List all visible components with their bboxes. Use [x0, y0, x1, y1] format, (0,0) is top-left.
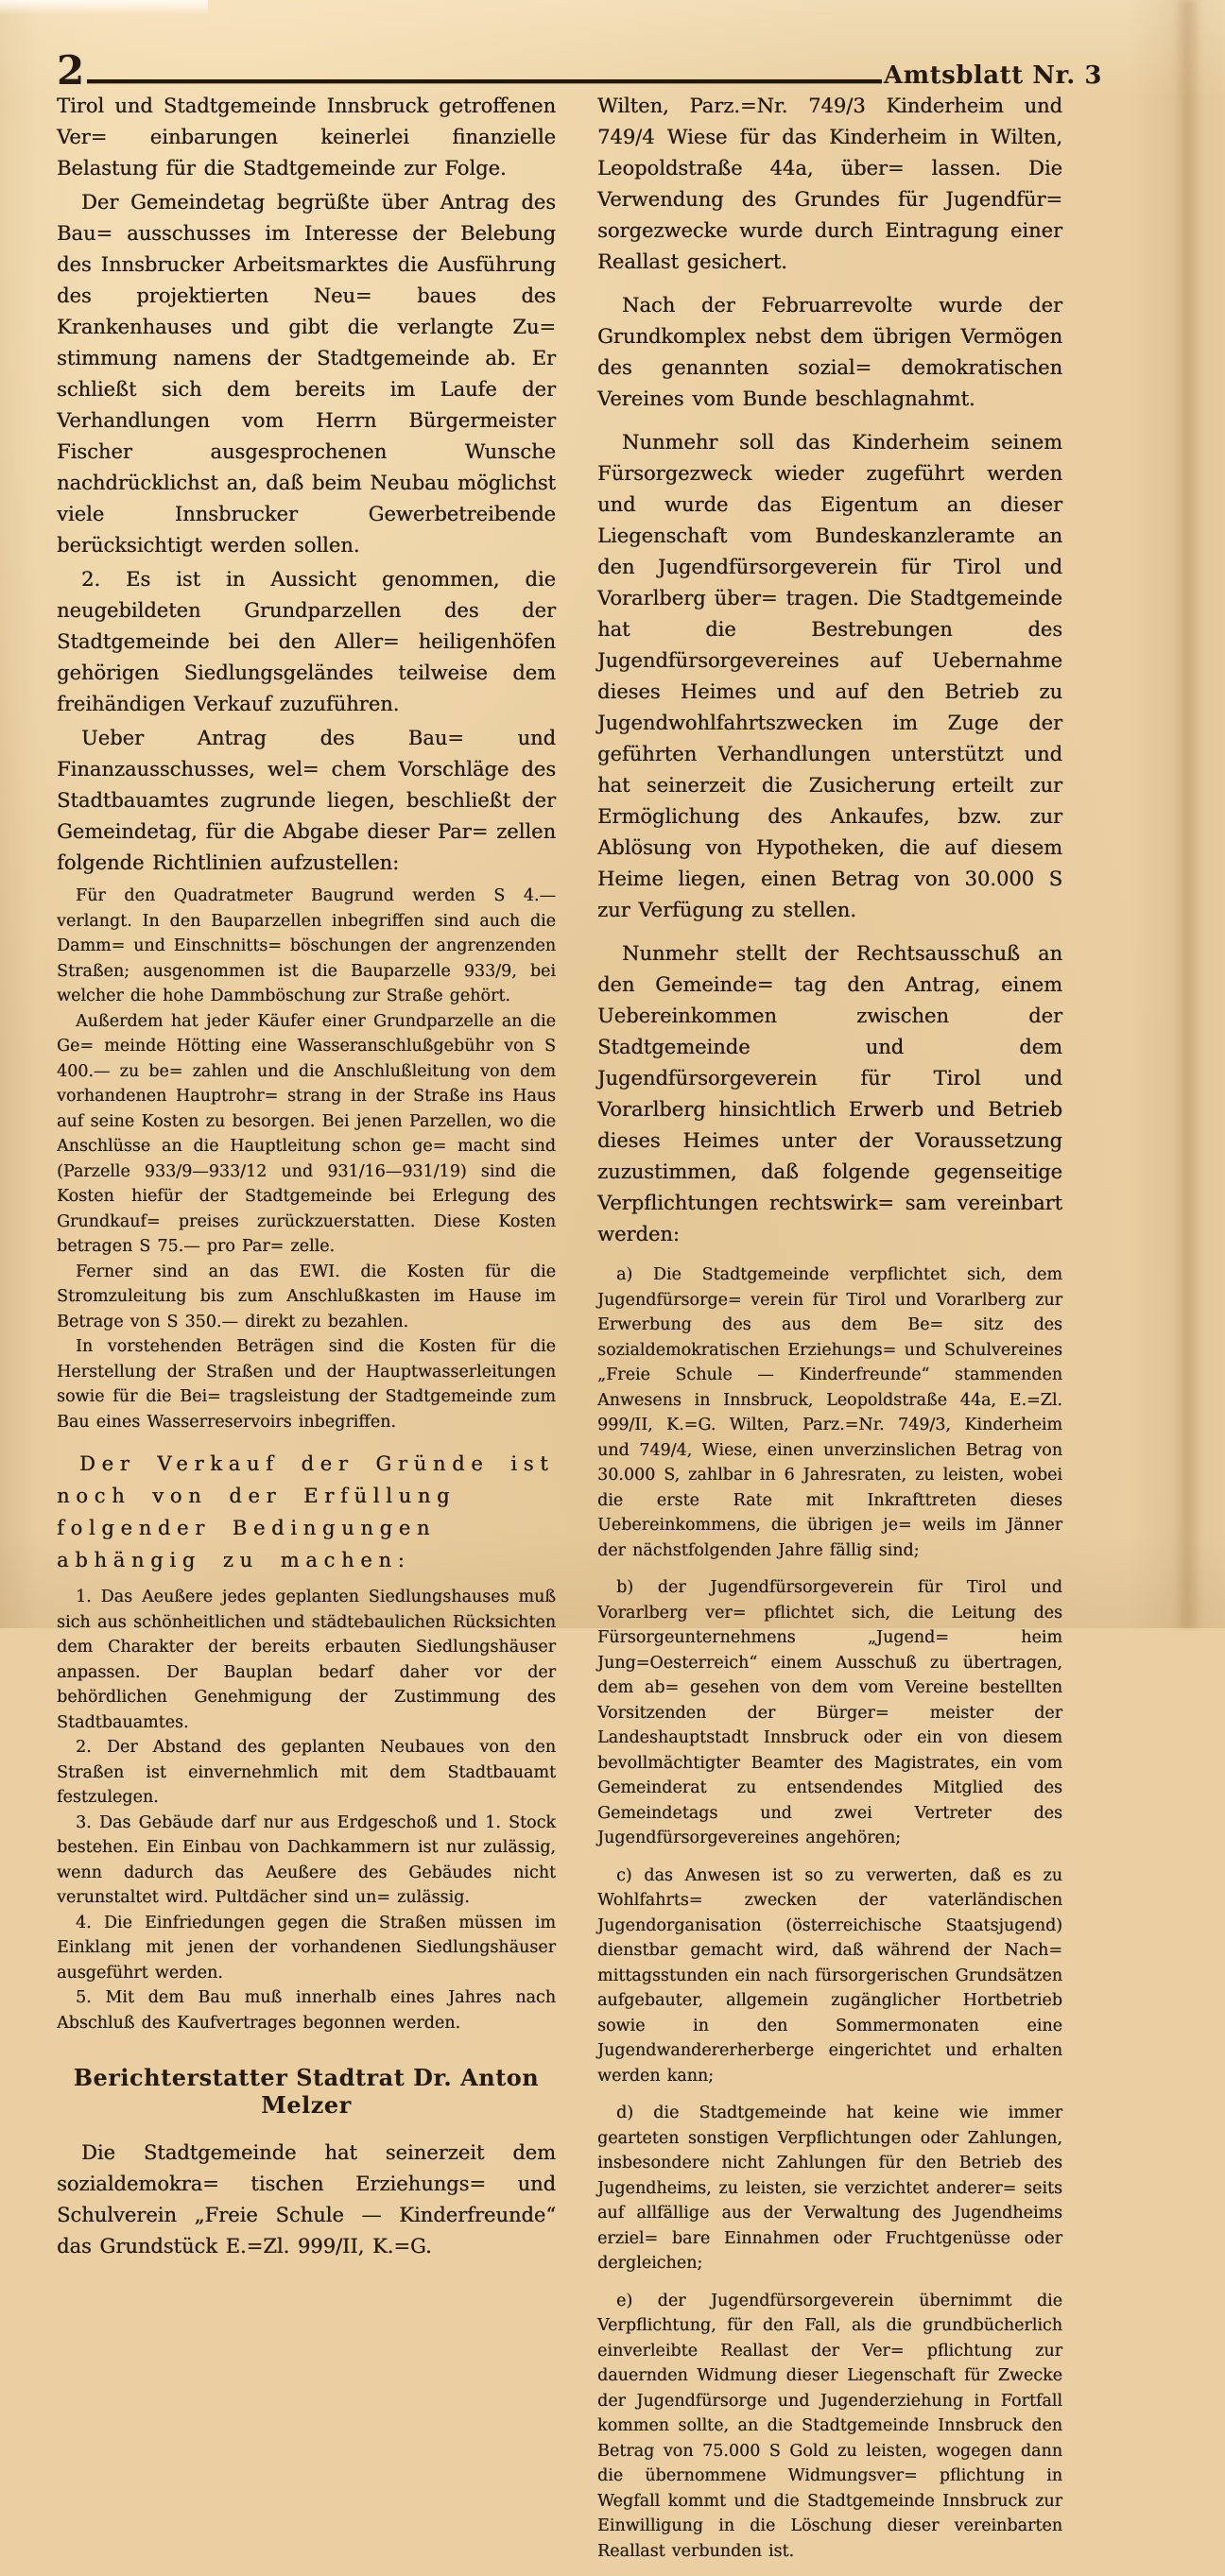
paper-fold-shadow: [1174, 0, 1200, 1628]
agreement-clause-b: b) der Jugendfürsorgeverein für Tirol und Vorarlberg ver= pflichtet sich, die Leitung des Fürsorgeunternehmens „Jugend= heim Jung=Oesterreich“ einem Ausschuß zu übertragen, dem ab= gesehen von dem vom Vereine bestellten Vorsitzenden der Bürger= meister der Landeshauptstadt Innsbruck oder ein von diesem bevollmächtigter Beamter des Magistrates, ein vom Gemeinderat zu entsendendes Mitglied des Gemeindetags und zwei Vertreter des Jugendfürsorgevereines angehören;: [597, 1578, 1062, 1847]
guideline-paragraph: Ferner sind an das EWI. die Kosten für die Stromzuleitung bis zum Anschlußkasten im Hause im Betrage von S 350.— direkt zu bezahlen.: [57, 1262, 556, 1331]
header-rule: [87, 79, 882, 83]
page-number: 2: [57, 47, 86, 94]
emphasized-clause: Der Verkauf der Gründe ist noch von der Erfüllung folgender Bedingungen abhängig zu machen:: [57, 1452, 555, 1571]
paragraph: 2. Es ist in Aussicht genommen, die neugebildeten Grundparzellen des der Stadtgemeinde bei den Aller= heiligenhöfen gehörigen Siedlungsgeländes teilweise dem freihändigen Verkauf zuzuführen.: [57, 568, 556, 715]
paragraph: Wilten, Parz.=Nr. 749/3 Kinderheim und 749/4 Wiese für das Kinderheim in Wilten, Leopoldstraße 44a, über= lassen. Die Verwendung des Grundes für Jugendfür= sorgezwecke wurde durch Eintragung einer Reallast gesichert.: [597, 94, 1062, 273]
paper-corner-highlight: [0, 0, 208, 15]
condition-item: 5. Mit dem Bau muß innerhalb eines Jahres nach Abschluß des Kaufvertrages begonnen werden.: [57, 1988, 556, 2033]
agreement-clause-c: c) das Anwesen ist so zu verwerten, daß es zu Wohlfahrts= zwecken der vaterländischen Jugendorganisation (österreichische Staatsjugend) dienstbar gemacht wird, daß während der Nach= mittagsstunden ein nach fürsorgerischen Grundsätzen aufgebauter, allgemein zugänglicher Hortbetrieb sowie in den Sommermonaten eine Jugendwandererherberge eingerichtet und erhalten werden kann;: [597, 1865, 1062, 2086]
right-column: [597, 91, 1062, 2576]
guideline-paragraph: In vorstehenden Beträgen sind die Kosten für die Herstellung der Straßen und der Hauptwasserleitungen sowie für die Bei= tragsleistung der Stadtgemeinde zum Bau eines Wasserreservoirs inbegriffen.: [57, 1337, 556, 1432]
paragraph: Tirol und Stadtgemeinde Innsbruck getroffenen Ver= einbarungen keinerlei finanzielle Belastung für die Stadtgemeinde zur Folge.: [57, 94, 556, 180]
condition-item: 4. Die Einfriedungen gegen die Straßen müssen im Einklang mit jenen der vorhandenen Siedlungshäuser ausgeführt werden.: [57, 1913, 556, 1983]
condition-item: 3. Das Gebäude darf nur aus Erdgeschoß und 1. Stock bestehen. Ein Einbau von Dachkammern ist nur zulässig, wenn dadurch das Aeußere des Gebäudes nicht verunstaltet wird. Pultdächer sind un= zulässig.: [57, 1812, 556, 1907]
page-header: [57, 45, 1102, 94]
paragraph: Die Stadtgemeinde hat seinerzeit dem sozialdemokra= tischen Erziehungs= und Schulverein „Freie Schule — Kinderfreunde“ das Grundstück E.=Zl. 999/II, K.=G.: [57, 2141, 556, 2258]
condition-item: 2. Der Abstand des geplanten Neubaues von den Straßen ist einvernehmlich mit dem Stadtbauamt festzulegen.: [57, 1738, 556, 1807]
paragraph: Ueber Antrag des Bau= und Finanzausschusses, wel= chem Vorschläge des Stadtbauamtes zugrunde liegen, beschließt der Gemeindetag, für die Abgabe dieser Par= zellen folgende Richtlinien aufzustellen:: [57, 727, 556, 874]
gazette-issue-title: Amtsblatt Nr. 3: [883, 61, 1102, 90]
agreement-clause-a: a) Die Stadtgemeinde verpflichtet sich, dem Jugendfürsorge= verein für Tirol und Vorarlberg zur Erwerbung des aus dem Be= sitz des sozialdemokratischen Erziehungs= und Schulvereines „Freie Schule — Kinderfreunde“ stammenden Anwesens in Innsbruck, Leopoldstraße 44a, E.=Zl. 999/II, K.=G. Wilten, Parz.=Nr. 749/3, Kinderheim und 749/4, Wiese, einen unverzinslichen Betrag von 30.000 S, zahlbar in 6 Jahresraten, zu leisten, wobei die erste Rate mit Inkrafttreten dieses Uebereinkommens, die übrigen je= weils im Jänner der nächstfolgenden Jahre fällig sind;: [597, 1265, 1062, 1560]
paragraph: Nach der Februarrevolte wurde der Grundkomplex nebst dem übrigen Vermögen des genannten sozial= demokratischen Vereines vom Bunde beschlagnahmt.: [597, 294, 1062, 410]
agreement-clause-e: e) der Jugendfürsorgeverein übernimmt die Verpflichtung, für den Fall, als die grundbücherlich einverleibte Reallast der Ver= pflichtung zur dauernden Widmung dieser Liegenschaft für Zwecke der Jugendfürsorge und Jugenderziehung in Fortfall kommen sollte, an die Stadtgemeinde Innsbruck den Betrag von 75.000 S Gold zu leisten, wogegen dann die übernommene Widmungsver= pflichtung in Wegfall kommt und die Stadtgemeinde Innsbruck zur Einwilligung in die Löschung dieser vereinbarten Reallast verbunden ist.: [597, 2291, 1062, 2561]
paragraph: Der Gemeindetag begrüßte über Antrag des Bau= ausschusses im Interesse der Belebung des Innsbrucker Arbeitsmarktes die Ausführung des projektierten Neu= baues des Krankenhauses und gibt die verlangte Zu= stimmung namens der Stadtgemeinde ab. Er schließt sich dem bereits im Laufe der Verhandlungen vom Herrn Bürgermeister Fischer ausgesprochenen Wunsche nachdrücklichst an, daß beim Neubau möglichst viele Innsbrucker Gewerbetreibende berücksichtigt werden sollen.: [57, 191, 556, 557]
guideline-paragraph: Außerdem hat jeder Käufer einer Grundparzelle an die Ge= meinde Hötting eine Wasseranschlußgebühr von S 400.— zu be= zahlen und die Anschlußleitung von dem vorhandenen Hauptrohr= strang in der Straße ins Haus auf seine Kosten zu besorgen. Bei jenen Parzellen, wo die Anschlüsse an die Hauptleitung schon ge= macht sind (Parzelle 933/9—933/12 und 931/16—931/19) sind die Kosten hiefür der Stadtgemeinde bei Erlegung des Grundkauf= preises zurückzuerstatten. Diese Kosten betragen S 75.— pro Par= zelle.: [57, 1011, 556, 1256]
condition-item: 1. Das Aeußere jedes geplanten Siedlungshauses muß sich aus schönheitlichen und städtebaulichen Rücksichten dem Charakter der bereits erbauten Siedlungshäuser anpassen. Der Bauplan bedarf daher vor der behördlichen Genehmigung der Zustimmung des Stadtbauamtes.: [57, 1588, 556, 1732]
left-column: [57, 91, 556, 2576]
rapporteur-heading: Berichterstatter Stadtrat Dr. Anton Melzer: [73, 2064, 540, 2119]
guideline-paragraph: Für den Quadratmeter Baugrund werden S 4.— verlangt. In den Bauparzellen inbegriffen sind auch die Damm= und Einschnitts= böschungen der angrenzenden Straßen; ausgenommen ist die Bauparzelle 933/9, bei welcher die hohe Dammböschung zur Straße gehört.: [57, 886, 556, 1005]
agreement-clause-d: d) die Stadtgemeinde hat keine wie immer gearteten sonstigen Verpflichtungen oder Zahlungen, insbesondere nicht Zahlungen für den Betrieb des Jugendheims, zu leisten, sie verzichtet anderer= seits auf allfällige aus der Verwaltung des Jugendheims erziel= bare Einnahmen oder Fruchtgenüsse oder dergleichen;: [597, 2104, 1062, 2273]
paragraph: Nunmehr stellt der Rechtsausschuß an den Gemeinde= tag den Antrag, einem Uebereinkommen zwischen der Stadtgemeinde und dem Jugendfürsorgeverein für Tirol und Vorarlberg hinsichtlich Erwerb und Betrieb dieses Heimes unter der Voraussetzung zuzustimmen, daß folgende gegenseitige Verpflichtungen rechtswirk= sam vereinbart werden:: [597, 942, 1062, 1245]
article-body: [57, 91, 1062, 2576]
paragraph: Nunmehr soll das Kinderheim seinem Fürsorgezweck wieder zugeführt werden und wurde das Eigentum an dieser Liegenschaft vom Bundeskanzleramte an den Jugendfürsorgeverein für Tirol und Vorarlberg über= tragen. Die Stadtgemeinde hat die Bestrebungen des Jugendfürsorgevereines auf Uebernahme dieses Heimes und auf den Betrieb zu Jugendwohlfahrtszwecken im Zuge der geführten Verhandlungen unterstützt und hat seinerzeit die Zusicherung erteilt zur Ermöglichung des Ankaufes, bzw. zur Ablösung von Hypotheken, die auf diesem Heime liegen, einen Betrag von 30.000 S zur Verfügung zu stellen.: [597, 431, 1062, 921]
